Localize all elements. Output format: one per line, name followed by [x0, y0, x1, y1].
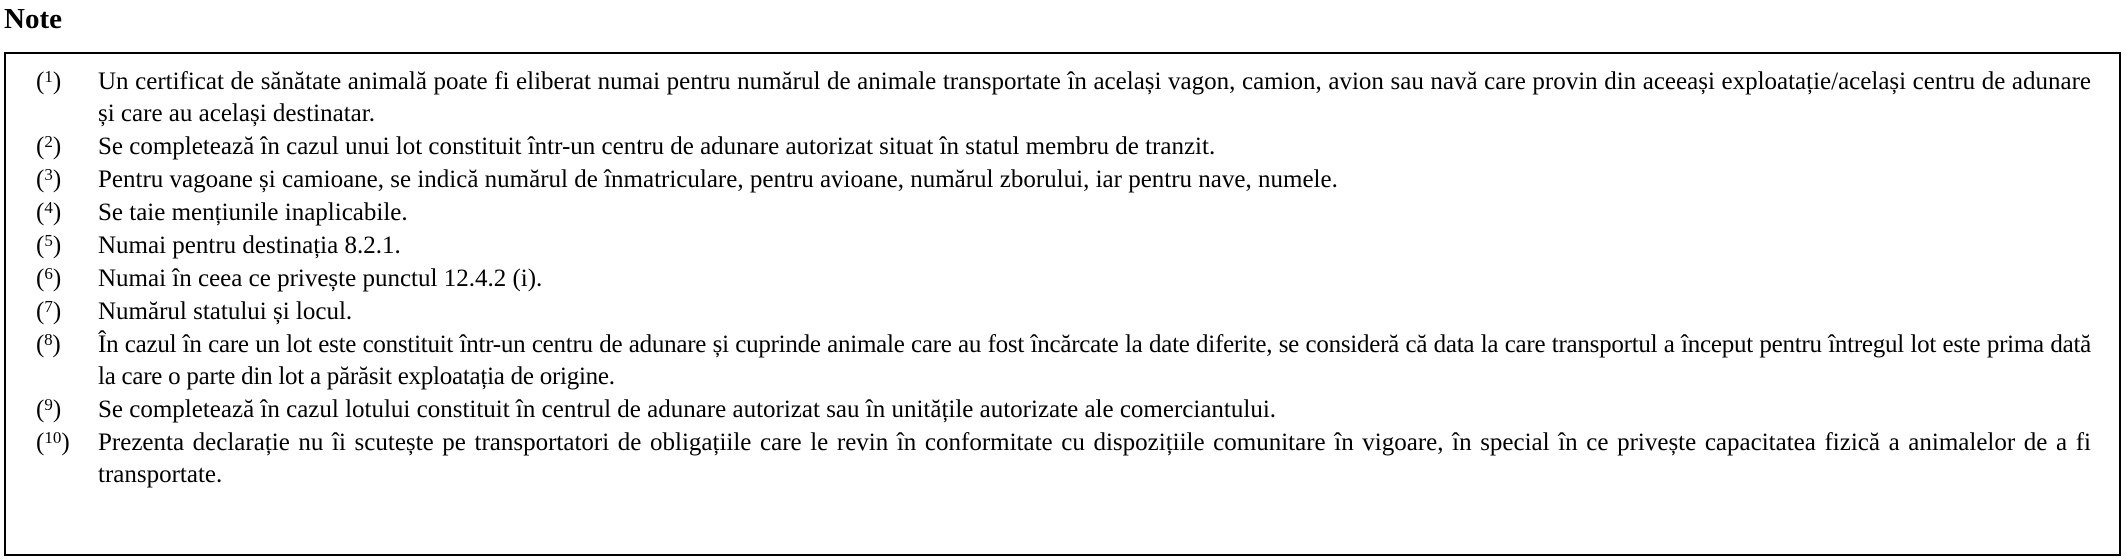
- note-number: ($^8$): [36, 330, 61, 358]
- note-text: Prezenta declarație nu îi scutește pe transportatori de obligațiile care le revin în conformitate cu dispozițiile comunitare în vigoare, în special în ce privește capacitatea fizică a animalelor de a fi transportate.: [98, 429, 2091, 488]
- note-item-4: [6, 197, 2119, 229]
- note-number: ($^{10}$): [36, 428, 70, 456]
- note-number: ($^2$): [36, 132, 62, 160]
- note-text: Un certificat de sănătate animală poate fi eliberat numai pentru numărul de animale transportate în același vagon, camion, avion sau navă care provin din aceeași exploatație/același centru de adunare și care au același destinatar.: [98, 68, 2091, 127]
- notes-box: [4, 52, 2121, 556]
- note-text: Numai pentru destinația 8.2.1.: [98, 232, 401, 259]
- note-text: Se completează în cazul unui lot constituit într-un centru de adunare autorizat situat în statul membru de tranzit.: [98, 133, 1216, 160]
- note-number: ($^7$): [36, 297, 62, 325]
- page-title: Note: [4, 3, 62, 35]
- note-text: Numărul statului și locul.: [98, 298, 353, 325]
- note-item-3: [6, 164, 2119, 196]
- note-text: Numai în ceea ce privește punctul 12.4.2 (i).: [98, 265, 543, 292]
- note-item-6: [6, 263, 2119, 295]
- note-text: În cazul în care un lot este constituit într-un centru de adunare și cuprinde animale care au fost încărcate la date diferite, se consideră că data la care transportul a început pentru întregul lot este prima dată la care o parte din lot a părăsit exploatația de origine.: [98, 331, 2091, 390]
- note-number: ($^1$): [36, 67, 62, 95]
- note-item-7: [6, 296, 2119, 328]
- note-text: Se completează în cazul lotului constituit în centrul de adunare autorizat sau în unitățile autorizate ale comerciantului.: [98, 396, 1277, 423]
- note-number: ($^5$): [36, 231, 62, 259]
- note-item-10: [6, 427, 2119, 491]
- note-number: ($^6$): [36, 264, 62, 292]
- note-text: Pentru vagoane și camioane, se indică numărul de înmatriculare, pentru avioane, numărul zborului, iar pentru nave, numele.: [98, 166, 1338, 193]
- note-item-9: [6, 394, 2119, 426]
- notes-list: [6, 66, 2119, 492]
- note-number: ($^4$): [36, 198, 62, 226]
- note-text: Se taie mențiunile inaplicabile.: [98, 199, 408, 226]
- note-item-2: [6, 131, 2119, 163]
- note-item-1: [6, 66, 2119, 130]
- note-item-8: [6, 329, 2119, 393]
- note-number: ($^3$): [36, 165, 62, 193]
- note-number: ($^9$): [36, 395, 62, 423]
- note-item-5: [6, 230, 2119, 262]
